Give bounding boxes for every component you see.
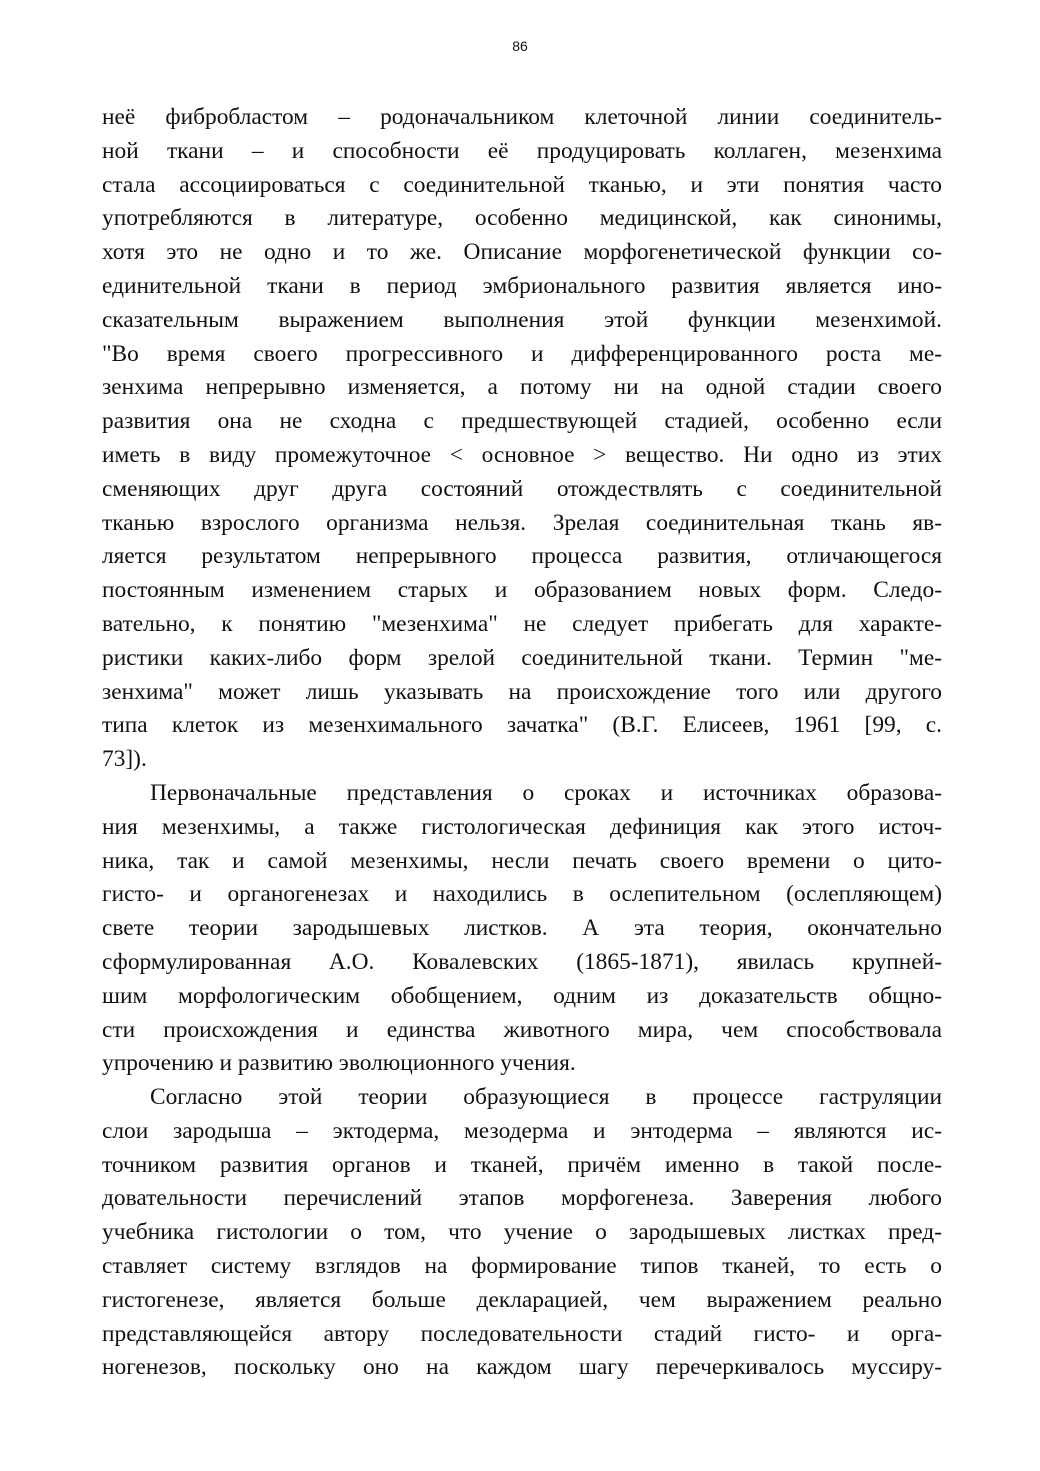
text-line: гистогенезе, является больше декларацией, чем выражением реально [102,1286,942,1313]
text-line: сменяющих друг друга состояний отождествлять с соединительной [102,475,942,502]
text-line: довательности перечислений этапов морфогенеза. Заверения любого [102,1185,942,1212]
text-line: сформулированная А.О. Ковалевских (1865-1871), явилась крупней- [102,948,942,975]
text-line: ногенезов, поскольку оно на каждом шагу перечеркивалось муссиру- [102,1354,942,1381]
text-line: типа клеток из мезенхимального зачатка" (В.Г. Елисеев, 1961 [99, с. [102,712,942,739]
paragraph-2 [102,777,942,1081]
text-line: неё фибробластом – родоначальником клеточной линии соединитель- [102,104,942,130]
text-line: зенхима" может лишь указывать на происхождение того или другого [102,678,942,705]
text-line: ляется результатом непрерывного процесса развития, отличающегося [102,543,942,570]
text-line: "Во время своего прогрессивного и дифференцированного роста ме- [102,340,942,367]
text-line: учебника гистологии о том, что учение о зародышевых листках пред- [102,1219,942,1246]
text-line: развития она не сходна с предшествующей стадией, особенно если [102,408,942,435]
text-line: шим морфологическим обобщением, одним из доказательств общно- [102,982,942,1009]
text-line: ния мезенхимы, а также гистологическая дефиниция как этого источ- [102,813,942,840]
text-line: иметь в виду промежуточное < основное > вещество. Ни одно из этих [102,441,942,468]
text-line: представляющейся автору последовательности стадий гисто- и орга- [102,1320,942,1347]
text-line: вательно, к понятию "мезенхима" не следует прибегать для характе- [102,610,942,637]
text-line: употребляются в литературе, особенно медицинской, как синонимы, [102,205,942,232]
text-line: Согласно этой теории образующиеся в процессе гаструляции [150,1084,942,1110]
text-line: ставляет систему взглядов на формирование типов тканей, то есть о [102,1252,942,1279]
text-line: гисто- и органогенезах и находились в ослепительном (ослепляющем) [102,881,942,908]
text-line: 73]). [102,746,147,773]
paragraph-1 [102,101,942,777]
paragraph-3 [102,1081,942,1385]
text-line: свете теории зародышевых листков. А эта теория, окончательно [102,915,942,942]
text-line: упрочению и развитию эволюционного учения. [102,1050,576,1077]
page-number: 86 [512,38,528,54]
text-line: постоянным изменением старых и образованием новых форм. Следо- [102,577,942,604]
text-line: Первоначальные представления о сроках и источниках образова- [150,780,942,806]
text-line: тканью взрослого организма нельзя. Зрелая соединительная ткань яв- [102,509,942,536]
text-line: зенхима непрерывно изменяется, а потому ни на одной стадии своего [102,374,942,401]
text-line: сказательным выражением выполнения этой функции мезенхимой. [102,306,942,333]
text-line: единительной ткани в период эмбрионального развития является ино- [102,272,942,299]
text-line: ной ткани – и способности её продуцировать коллаген, мезенхима [102,137,942,164]
text-line: стала ассоциироваться с соединительной тканью, и эти понятия часто [102,171,942,198]
text-line: точником развития органов и тканей, причём именно в такой после- [102,1151,942,1178]
text-line: ника, так и самой мезенхимы, несли печать своего времени о цито- [102,847,942,874]
text-line: сти происхождения и единства животного мира, чем способствовала [102,1016,942,1043]
text-line: слои зародыша – эктодерма, мезодерма и энтодерма – являются ис- [102,1117,942,1144]
text-line: хотя это не одно и то же. Описание морфогенетической функции со- [102,239,942,266]
text-line: ристики каких-либо форм зрелой соединительной ткани. Термин "ме- [102,644,942,671]
